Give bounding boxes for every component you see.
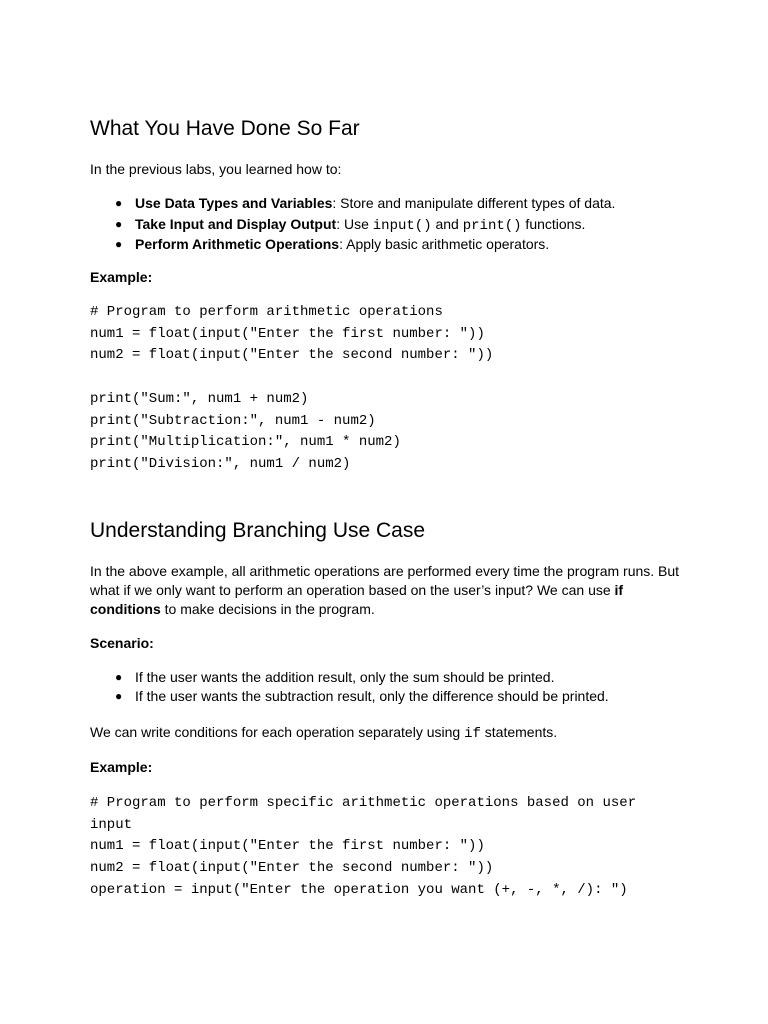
section-heading-branching: Understanding Branching Use Case bbox=[90, 519, 426, 542]
list-item-text: : Apply basic arithmetic operators. bbox=[339, 236, 550, 252]
paragraph-bold: if conditions bbox=[90, 582, 624, 617]
list-item-bold: Use Data Types and Variables bbox=[135, 195, 333, 211]
code-line: num2 = float(input("Enter the second number: ")) bbox=[90, 347, 494, 364]
list-item bbox=[90, 214, 615, 235]
inline-code: if bbox=[464, 726, 481, 742]
scenario-label: Scenario: bbox=[90, 635, 154, 651]
bullet-icon: ● bbox=[115, 237, 123, 251]
example-label: Example: bbox=[90, 269, 153, 285]
bullet-icon: ● bbox=[115, 689, 123, 703]
code-line: num1 = float(input("Enter the first number: ")) bbox=[90, 325, 485, 342]
example-label: Example: bbox=[90, 759, 153, 775]
paragraph-text: We can write conditions for each operation separately using bbox=[90, 724, 465, 740]
bullet-icon: ● bbox=[115, 216, 123, 231]
code-line: num1 = float(input("Enter the first number: ")) bbox=[90, 838, 485, 855]
list-item-bold: Take Input and Display Output bbox=[135, 215, 337, 232]
list-item-text: If the user wants the subtraction result, only the difference should be printed. bbox=[135, 688, 609, 704]
paragraph-text: to make decisions in the program. bbox=[160, 601, 375, 617]
scenario-list bbox=[90, 668, 609, 706]
code-line: print("Division:", num1 / num2) bbox=[90, 456, 351, 473]
inline-code: print() bbox=[462, 217, 522, 234]
code-block bbox=[90, 389, 401, 476]
code-line: # Program to perform arithmetic operations bbox=[90, 304, 443, 320]
code-line: num2 = float(input("Enter the second number: ")) bbox=[90, 860, 494, 877]
list-item-text: functions. bbox=[521, 215, 586, 232]
list-item bbox=[90, 193, 615, 214]
section-heading-done-so-far: What You Have Done So Far bbox=[90, 117, 360, 140]
code-line: input bbox=[90, 816, 133, 833]
list-item-text: : Store and manipulate different types of data. bbox=[332, 195, 616, 211]
code-line: print("Subtraction:", num1 - num2) bbox=[90, 412, 376, 429]
branching-paragraph bbox=[90, 562, 680, 619]
code-block bbox=[90, 793, 636, 902]
code-block bbox=[90, 302, 493, 367]
code-line: # Program to perform specific arithmetic operations based on user bbox=[90, 795, 637, 811]
bullet-icon: ● bbox=[115, 196, 123, 210]
intro-paragraph: In the previous labs, you learned how to: bbox=[90, 161, 342, 177]
code-line: operation = input("Enter the operation you want (+, -, *, /): ") bbox=[90, 881, 628, 898]
code-line: print("Multiplication:", num1 * num2) bbox=[90, 434, 401, 451]
list-item bbox=[90, 234, 615, 255]
paragraph-text: statements. bbox=[480, 724, 558, 740]
list-item bbox=[90, 687, 609, 706]
list-item bbox=[90, 668, 609, 687]
inline-code: input() bbox=[372, 217, 432, 234]
bullet-icon: ● bbox=[115, 670, 123, 684]
conditions-paragraph bbox=[90, 723, 680, 744]
list-item-text: If the user wants the addition result, only the sum should be printed. bbox=[135, 669, 555, 685]
list-item-text: : Use bbox=[336, 215, 373, 232]
code-line: print("Sum:", num1 + num2) bbox=[90, 391, 309, 407]
paragraph-text: In the above example, all arithmetic operations are performed every time the program runs. But what if we only want to perform an operation based on the user’s input? We can use bbox=[90, 563, 680, 598]
list-item-bold: Perform Arithmetic Operations bbox=[135, 236, 340, 252]
list-item-text: and bbox=[431, 215, 463, 232]
skills-list bbox=[90, 193, 615, 255]
